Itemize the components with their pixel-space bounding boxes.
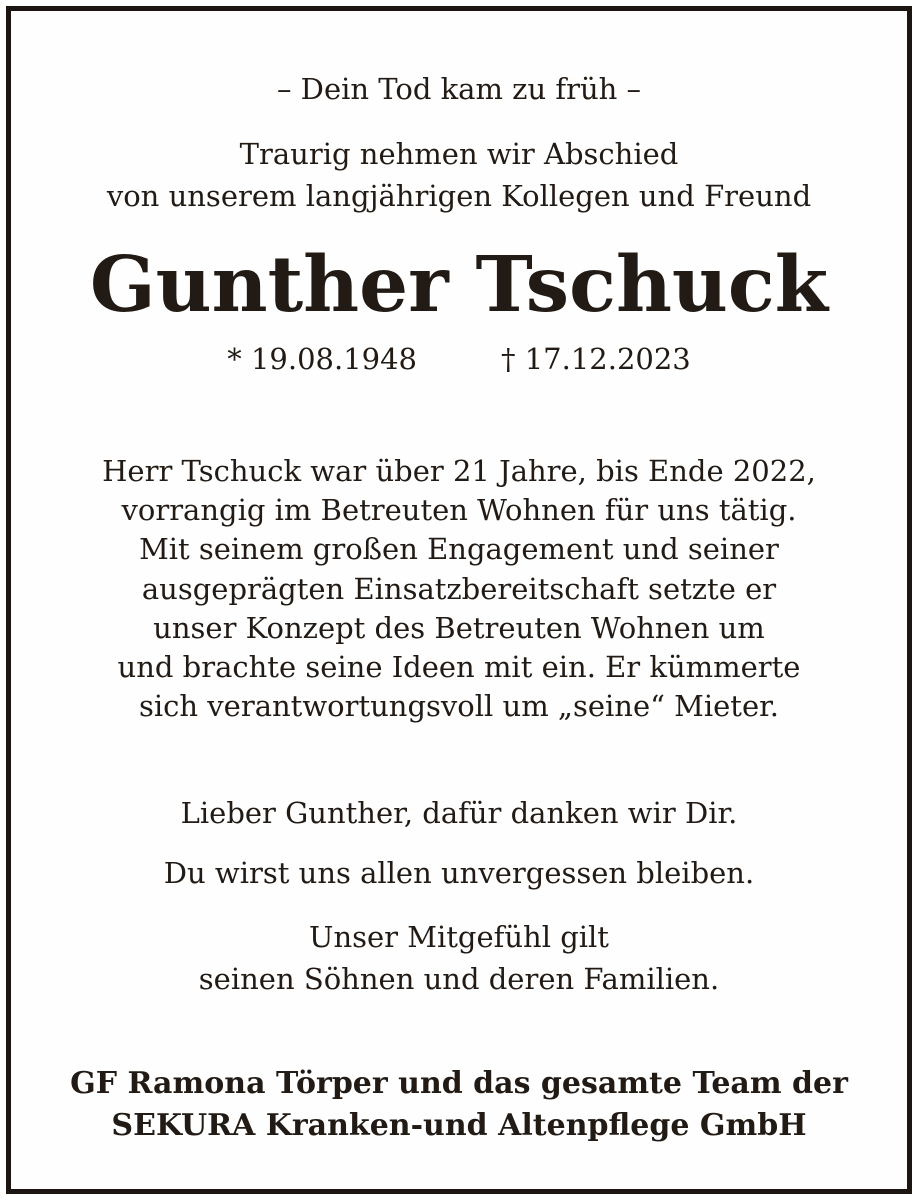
- tribute-line: sich verantwortungsvoll um „seine“ Mieter.: [139, 689, 779, 724]
- birth-date: * 19.08.1948: [227, 342, 417, 376]
- intro-text: [11, 133, 907, 217]
- tribute-line: Mit seinem großen Engagement und seiner: [139, 532, 779, 567]
- tribute-line: vorrangig im Betreuten Wohnen für uns tätig.: [121, 493, 797, 528]
- signature: [11, 1063, 907, 1147]
- life-dates: [11, 339, 907, 379]
- sympathy-line: Unser Mitgefühl gilt: [309, 920, 609, 954]
- tribute-line: ausgeprägten Einsatzbereitschaft setzte er: [141, 571, 777, 606]
- intro-line: Traurig nehmen wir Abschied: [239, 137, 679, 171]
- tribute-text: [11, 452, 907, 726]
- thanks-text: Lieber Gunther, dafür danken wir Dir.: [180, 796, 738, 830]
- obituary-notice: [6, 6, 912, 1194]
- unforgotten-text: Du wirst uns allen unvergessen bleiben.: [163, 856, 755, 890]
- death-date: † 17.12.2023: [501, 342, 691, 376]
- signature-line: GF Ramona Törper und das gesamte Team der: [70, 1066, 848, 1101]
- sympathy-text: [11, 916, 907, 1000]
- signature-line: SEKURA Kranken-und Altenpflege GmbH: [111, 1108, 807, 1143]
- intro-line: von unserem langjährigen Kollegen und Freund: [106, 179, 812, 213]
- deceased-name: Gunther Tschuck: [89, 240, 829, 330]
- tribute-line: Herr Tschuck war über 21 Jahre, bis Ende 2022,: [102, 454, 816, 488]
- motto: – Dein Tod kam zu früh –: [276, 72, 642, 106]
- sympathy-line: seinen Söhnen und deren Familien.: [198, 962, 720, 996]
- tribute-line: und brachte seine Ideen mit ein. Er kümmerte: [117, 650, 801, 685]
- tribute-line: unser Konzept des Betreuten Wohnen um: [153, 610, 765, 645]
